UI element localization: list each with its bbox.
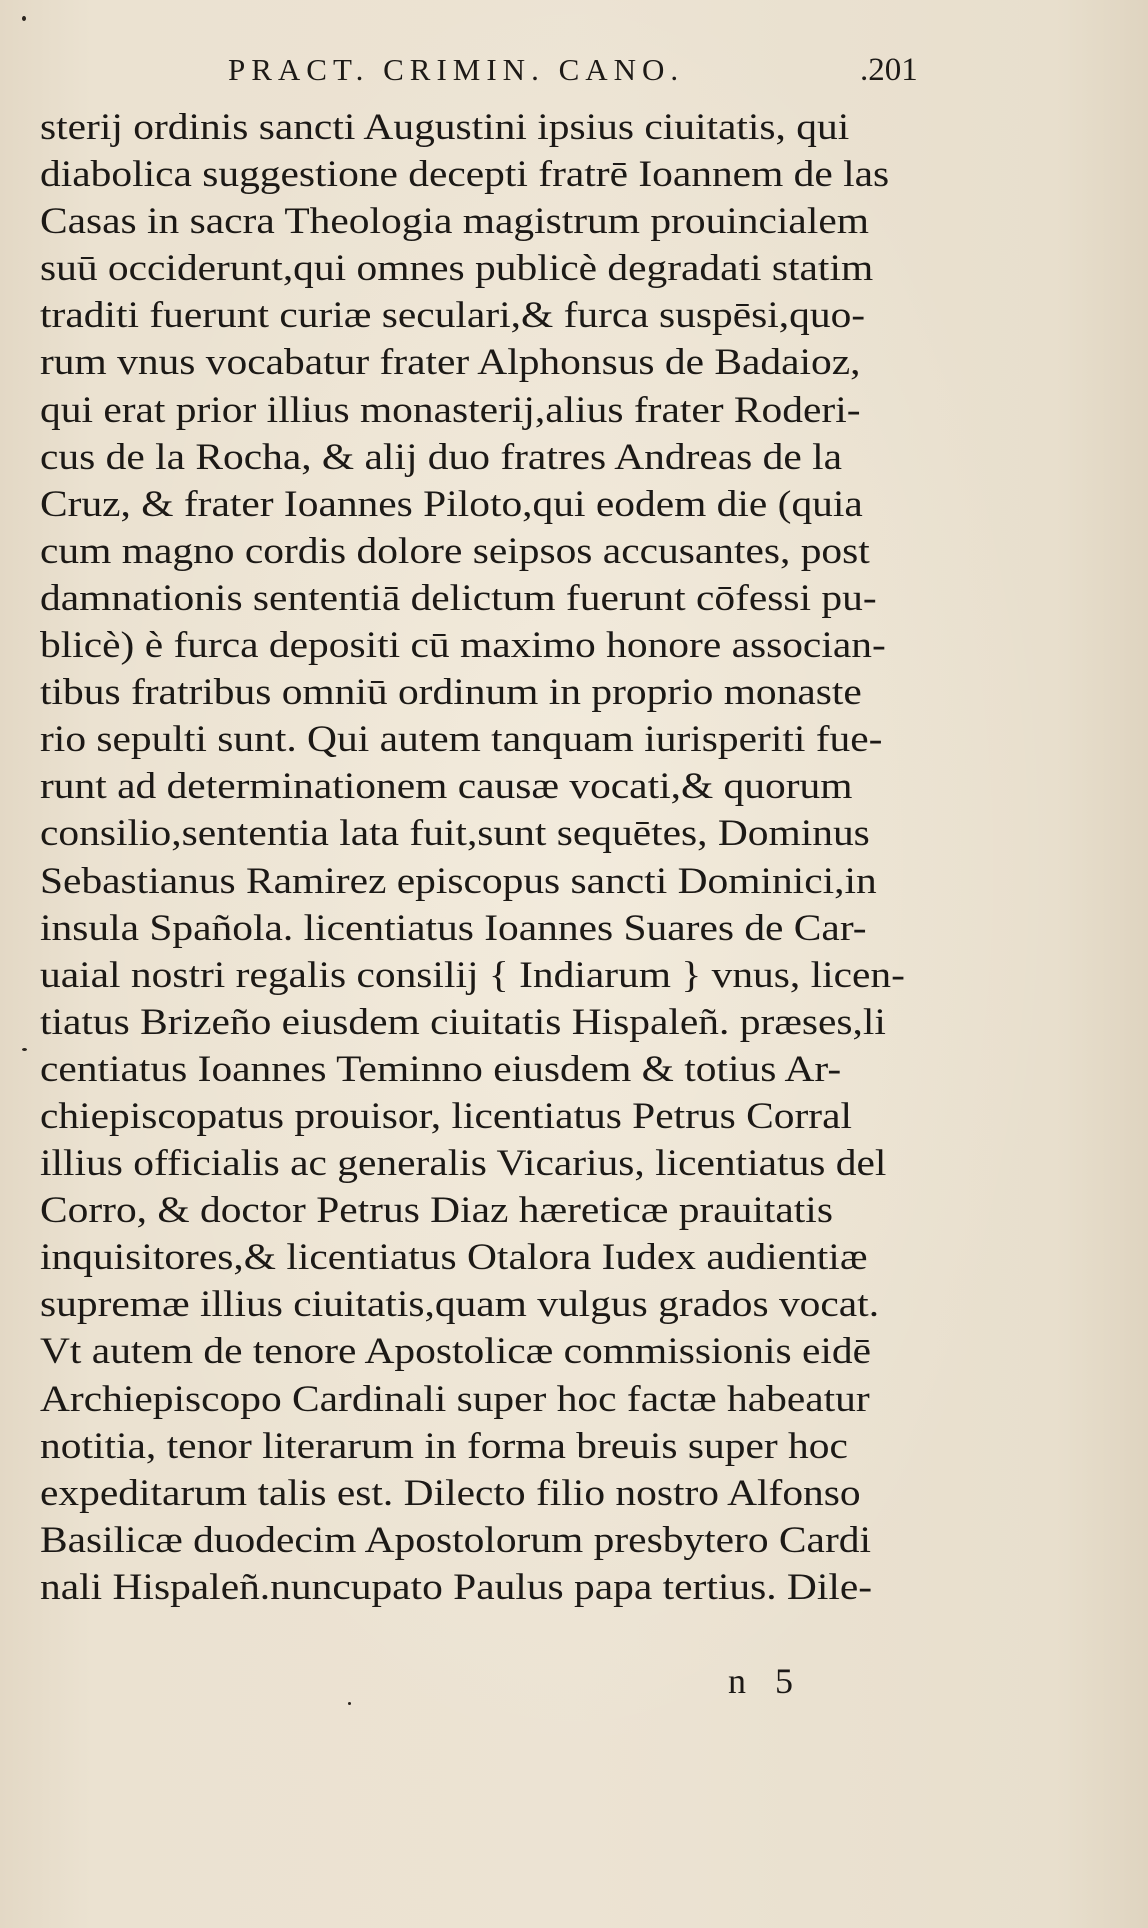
- page-header: [0, 52, 1148, 92]
- text-line: diabolica suggestione decepti fratrē Ioannem de las: [40, 154, 890, 196]
- text-line: Vt autem de tenore Apostolicæ commissionis eidē: [40, 1331, 871, 1373]
- text-line: Basilicæ duodecim Apostolorum presbytero Cardi: [40, 1519, 871, 1561]
- ink-speck: [22, 16, 26, 21]
- text-line: tibus fratribus omniū ordinum in proprio monaste: [40, 672, 862, 714]
- text-line: rio sepulti sunt. Qui autem tanquam iurisperiti fue-: [40, 719, 883, 761]
- text-line: insula Spañola. licentiatus Ioannes Suares de Car-: [40, 907, 867, 949]
- text-line: Sebastianus Ramirez episcopus sancti Dominici,in: [40, 860, 877, 902]
- text-line: Casas in sacra Theologia magistrum prouincialem: [40, 201, 869, 243]
- text-line: damnationis sententiā delictum fuerunt cōfessi pu-: [40, 577, 877, 619]
- text-line: Archiepiscopo Cardinali super hoc factæ habeatur: [40, 1378, 870, 1420]
- ink-speck: [22, 1048, 27, 1051]
- text-line: Corro, & doctor Petrus Diaz hæreticæ prauitatis: [40, 1190, 833, 1232]
- signature-mark: n 5: [728, 1661, 803, 1701]
- text-line: traditi fuerunt curiæ seculari,& furca suspēsi,quo-: [40, 295, 866, 337]
- text-line: cum magno cordis dolore seipsos accusantes, post: [40, 530, 870, 572]
- text-line: notitia, tenor literarum in forma breuis super hoc: [40, 1425, 848, 1467]
- ink-speck: [348, 1702, 351, 1705]
- text-line: uaial nostri regalis consilij { Indiarum } vnus, licen-: [40, 954, 905, 996]
- text-line: centiatus Ioannes Teminno eiusdem & totius Ar-: [40, 1048, 842, 1090]
- text-line: chiepiscopatus prouisor, licentiatus Petrus Corral: [40, 1095, 853, 1137]
- text-line: expeditarum talis est. Dilecto filio nostro Alfonso: [40, 1472, 861, 1514]
- text-line: nali Hispaleñ.nuncupato Paulus papa tertius. Dile-: [40, 1566, 873, 1608]
- running-title: PRACT. CRIMIN. CANO.: [228, 52, 685, 87]
- text-line: supremæ illius ciuitatis,quam vulgus grados vocat.: [40, 1284, 880, 1326]
- text-line: illius officialis ac generalis Vicarius, licentiatus del: [40, 1143, 887, 1185]
- text-line: cus de la Rocha, & alij duo fratres Andreas de la: [40, 436, 843, 478]
- text-line: tiatus Brizeño eiusdem ciuitatis Hispaleñ. præses,li: [40, 1001, 886, 1043]
- text-line: Cruz, & frater Ioannes Piloto,qui eodem die (quia: [40, 483, 863, 525]
- text-line: rum vnus vocabatur frater Alphonsus de Badaioz,: [40, 342, 861, 384]
- text-line: sterij ordinis sancti Augustini ipsius ciuitatis, qui: [40, 107, 850, 148]
- text-line: runt ad determinationem causæ vocati,& quorum: [40, 766, 853, 808]
- text-line: qui erat prior illius monasterij,alius frater Roderi-: [40, 389, 861, 431]
- text-line: suū occiderunt,qui omnes publicè degradati statim: [40, 248, 874, 290]
- text-line: inquisitores,& licentiatus Otalora Iudex audientiæ: [40, 1237, 868, 1279]
- text-line: blicè) è furca depositi cū maximo honore associan-: [40, 625, 886, 667]
- body-text: [40, 104, 940, 1611]
- page-number: .201: [860, 52, 918, 88]
- text-line: consilio,sententia lata fuit,sunt sequētes, Dominus: [40, 813, 870, 855]
